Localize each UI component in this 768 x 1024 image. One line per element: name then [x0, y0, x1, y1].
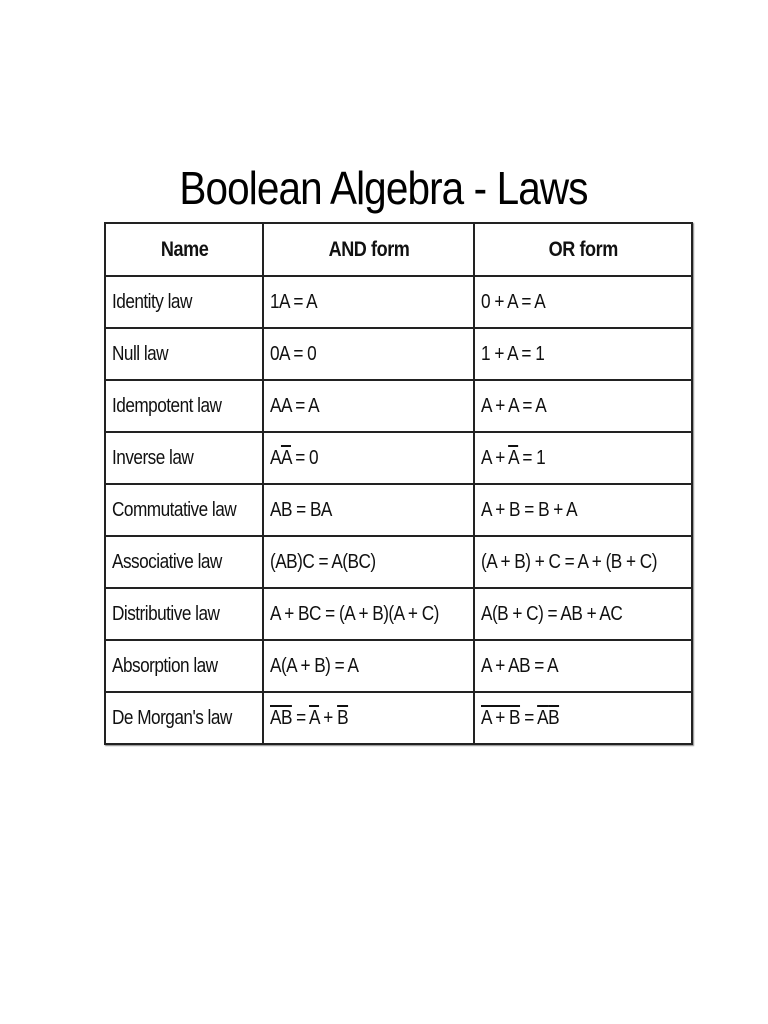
header-row: [105, 223, 692, 276]
or-form-cell: [474, 328, 693, 380]
or-form-cell: [474, 692, 693, 744]
table-row: [105, 588, 692, 640]
law-name-cell: Identity law: [105, 276, 263, 328]
or-form-cell: [474, 432, 693, 484]
or-form-cell: [474, 536, 693, 588]
expression-term: 0A = 0: [270, 342, 317, 365]
expression-term: (AB)C = A(BC): [270, 550, 376, 573]
or-form-cell: [474, 588, 693, 640]
page-title: Boolean Algebra - Laws: [179, 162, 588, 214]
expression-term: =: [519, 706, 537, 729]
law-name-cell: Absorption law: [105, 640, 263, 692]
column-header-and-form: AND form: [263, 223, 473, 276]
expression-term: = 0: [291, 446, 319, 469]
expression-term: = 1: [517, 446, 545, 469]
expression-term: AA = A: [270, 394, 320, 417]
law-name-cell: Null law: [105, 328, 263, 380]
and-form-cell: [263, 276, 473, 328]
and-form-cell: [263, 484, 473, 536]
and-form-cell: [263, 640, 473, 692]
expression-term: A +: [480, 446, 508, 469]
complement-term: $\overline{A}$: [507, 446, 518, 469]
and-form-cell: [263, 536, 473, 588]
table-row: [105, 328, 692, 380]
or-form-cell: [474, 276, 693, 328]
table-row: [105, 432, 692, 484]
table-row: [105, 692, 692, 744]
and-form-cell: [263, 380, 473, 432]
complement-term: A + B: [480, 706, 520, 729]
law-name-cell: Distributive law: [105, 588, 263, 640]
expression-term: A(B + C) = AB + AC: [480, 602, 622, 625]
law-name-cell: De Morgan's law: [105, 692, 263, 744]
law-name-cell: Commutative law: [105, 484, 263, 536]
table-row: [105, 380, 692, 432]
and-form-cell: [263, 328, 473, 380]
expression-term: 1A = A: [270, 290, 318, 313]
expression-term: A + B = B + A: [480, 498, 577, 521]
expression-term: 0 + A = A: [480, 290, 545, 313]
and-form-cell: [263, 432, 473, 484]
complement-term: $\overline{B}$: [337, 706, 349, 729]
table-body: [105, 276, 692, 744]
expression-term: A + AB = A: [480, 654, 558, 677]
complement-term: $\overline{A}$: [536, 706, 548, 729]
column-header-or-form: OR form: [474, 223, 693, 276]
expression-term: =: [292, 706, 310, 729]
table-row: [105, 640, 692, 692]
complement-term: $\overline{B}$: [547, 706, 559, 729]
complement-term: $\overline{A}$: [281, 446, 292, 469]
expression-term: +: [319, 706, 338, 729]
table-row: [105, 536, 692, 588]
or-form-cell: [474, 484, 693, 536]
or-form-cell: [474, 380, 693, 432]
expression-term: AB = BA: [270, 498, 333, 521]
column-header-name: Name: [105, 223, 263, 276]
expression-term: (A + B) + C = A + (B + C): [480, 550, 657, 573]
and-form-cell: [263, 588, 473, 640]
table-header: [105, 223, 692, 276]
complement-term: $\overline{A}$: [309, 706, 320, 729]
expression-term: A + A = A: [480, 394, 546, 417]
table-row: [105, 276, 692, 328]
expression-term: A: [270, 446, 282, 469]
table-row: [105, 484, 692, 536]
law-name-cell: Inverse law: [105, 432, 263, 484]
or-form-cell: [474, 640, 693, 692]
expression-term: 1 + A = 1: [480, 342, 544, 365]
law-name-cell: Associative law: [105, 536, 263, 588]
boolean-laws-table: [104, 222, 693, 745]
law-name-cell: Idempotent law: [105, 380, 263, 432]
complement-term: $\overline{AB}$: [270, 706, 293, 729]
and-form-cell: [263, 692, 473, 744]
expression-term: A(A + B) = A: [270, 654, 359, 677]
expression-term: A + BC = (A + B)(A + C): [270, 602, 440, 625]
